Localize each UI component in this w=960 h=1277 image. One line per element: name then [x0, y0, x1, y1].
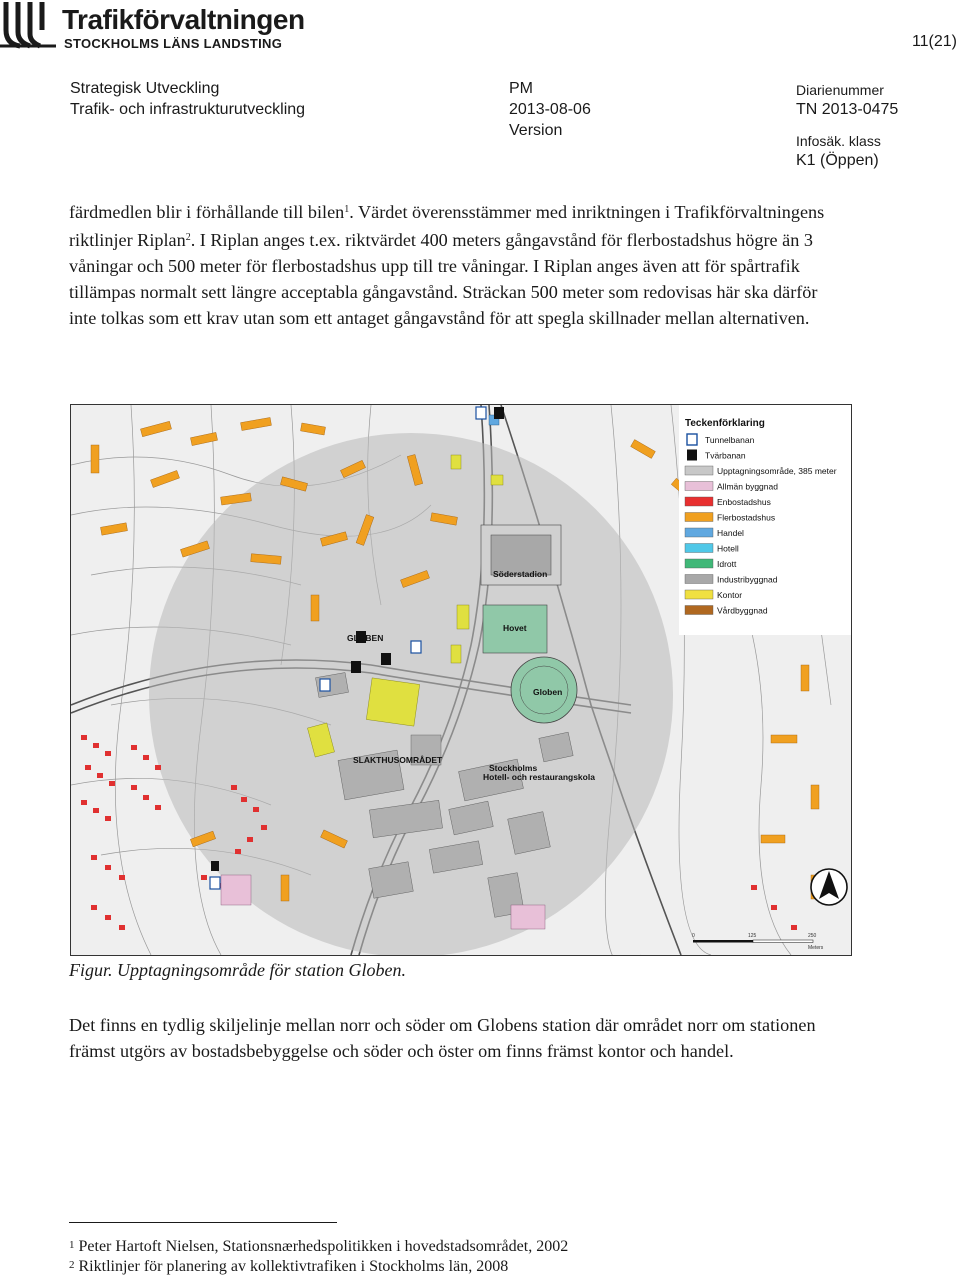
legend-swatch: [685, 528, 713, 537]
doc-type: PM: [509, 80, 533, 97]
legend-item: [685, 513, 775, 523]
legend-label: Industribyggnad: [717, 574, 778, 585]
tram-icon: [687, 450, 697, 461]
p1-text-b: . Värdet överensstämmer med inriktningen i Trafikförvaltningens riktlinjer Riplan: [69, 202, 825, 250]
footnote-1-number: 1: [69, 1239, 75, 1251]
legend-swatch: [685, 544, 713, 553]
legend-swatch: [685, 497, 713, 506]
footnote-1: [69, 1235, 568, 1257]
legend-label: Allmän byggnad: [717, 481, 778, 492]
metro-icon: [687, 434, 697, 445]
legend-swatch: [685, 606, 713, 615]
footnote-1-text: Peter Hartoft Nielsen, Stationsnærhedspolitikken i hovedstadsområdet, 2002: [78, 1238, 569, 1255]
legend-label: Tvärbanan: [705, 450, 746, 461]
footnote-2-text: Riktlinjer för planering av kollektivtrafiken i Stockholms län, 2008: [78, 1258, 509, 1275]
legend-swatch: [685, 466, 713, 475]
scale-tick-0: 0: [692, 933, 695, 939]
map-label-school-2: Hotell- och restaurangskola: [483, 772, 595, 782]
north-arrow-icon: [811, 869, 847, 905]
map-svg: [71, 405, 851, 955]
legend-label: Enbostadshus: [717, 497, 771, 507]
legend-title: Teckenförklaring: [685, 418, 765, 429]
footnote-2-number: 2: [69, 1259, 75, 1271]
footnote-2: [69, 1255, 508, 1277]
legend-label: Upptagningsområde, 385 meter: [717, 466, 837, 476]
legend-label: Hotell: [717, 543, 739, 554]
map-label-school-1: Stockholms: [489, 763, 538, 773]
legend-swatch: [685, 559, 713, 568]
page-number: 11(21): [911, 33, 957, 50]
legend-item: [685, 559, 737, 569]
p1-text-c: . I Riplan anges t.ex. riktvärdet 400 meters gångavstånd för flerbostadshus högre än 3 våningar och 500 meter för flerbostadshus upp till tre våningar. I Riplan anges även att för spårtrafik tillämpas normalt sett längre acceptabla gångavstånd. Sträckan 500 meter som redovisas här ska därför inte tolkas som ett krav utan som ett antaget gångavstånd för att spegla skillnader mellan alternativen.: [69, 230, 818, 328]
legend-item: [687, 434, 755, 445]
classification-label: Infosäk. klass: [796, 133, 881, 149]
legend-item: [685, 497, 771, 507]
legend-item: [687, 450, 746, 461]
classification: K1 (Öppen): [796, 152, 879, 169]
unit: Trafik- och infrastrukturutveckling: [70, 101, 306, 118]
legend-swatch: [685, 513, 713, 522]
scale-tick-2: 250: [808, 933, 817, 939]
map-label-soderstadion: Söderstadion: [493, 569, 548, 579]
legend-swatch: [685, 482, 713, 491]
map-legend: [679, 405, 851, 635]
legend-label: Flerbostadshus: [717, 512, 776, 523]
legend-item: [685, 544, 739, 554]
doc-date: 2013-08-06: [509, 101, 591, 118]
p1-text-a: färdmedlen blir i förhållande till bilen: [69, 202, 345, 222]
map-label-globen-arena: Globen: [533, 687, 563, 697]
scale-unit: Meters: [808, 945, 824, 951]
registry-number: TN 2013-0475: [796, 101, 899, 118]
registry-label: Diarienummer: [796, 82, 884, 98]
paragraph-2: [69, 1012, 829, 1064]
legend-label: Tunnelbanan: [705, 435, 755, 445]
legend-label: Kontor: [717, 590, 743, 600]
logo-mark-icon: [0, 0, 60, 50]
map-label-slakthusomradet: SLAKTHUSOMRÅDET: [353, 755, 443, 765]
footnote-divider: [69, 1222, 337, 1223]
scale-tick-1: 125: [748, 933, 757, 939]
department: Strategisk Utveckling: [70, 80, 220, 97]
legend-label: Vårdbyggnad: [717, 605, 768, 616]
paragraph-1: [69, 197, 829, 331]
legend-label: Idrott: [717, 559, 737, 569]
legend-swatch: [685, 575, 713, 584]
map-label-globen-station: GLOBEN: [347, 633, 384, 643]
legend-item: [685, 466, 837, 476]
version-label: Version: [509, 122, 563, 139]
legend-item: [685, 482, 778, 492]
org-subtitle: STOCKHOLMS LÄNS LANDSTING: [64, 36, 283, 51]
figure-caption: Figur. Upptagningsområde för station Globen.: [69, 960, 407, 980]
footnote-ref-2: 2: [185, 232, 191, 243]
org-name: Trafikförvaltningen: [62, 4, 305, 35]
legend-label: Handel: [717, 528, 744, 538]
legend-swatch: [685, 590, 713, 599]
p2-text: Det finns en tydlig skiljelinje mellan norr och söder om Globens station där området norr om stationen främst utgörs av bostadsbebyggelse och söder och öster om finns främst kontor och handel.: [69, 1015, 816, 1061]
footnote-ref-1: 1: [344, 204, 350, 215]
legend-item: [685, 575, 778, 585]
catchment-map: [70, 404, 852, 956]
map-label-hovet: Hovet: [503, 623, 527, 633]
legend-item: [685, 606, 768, 616]
